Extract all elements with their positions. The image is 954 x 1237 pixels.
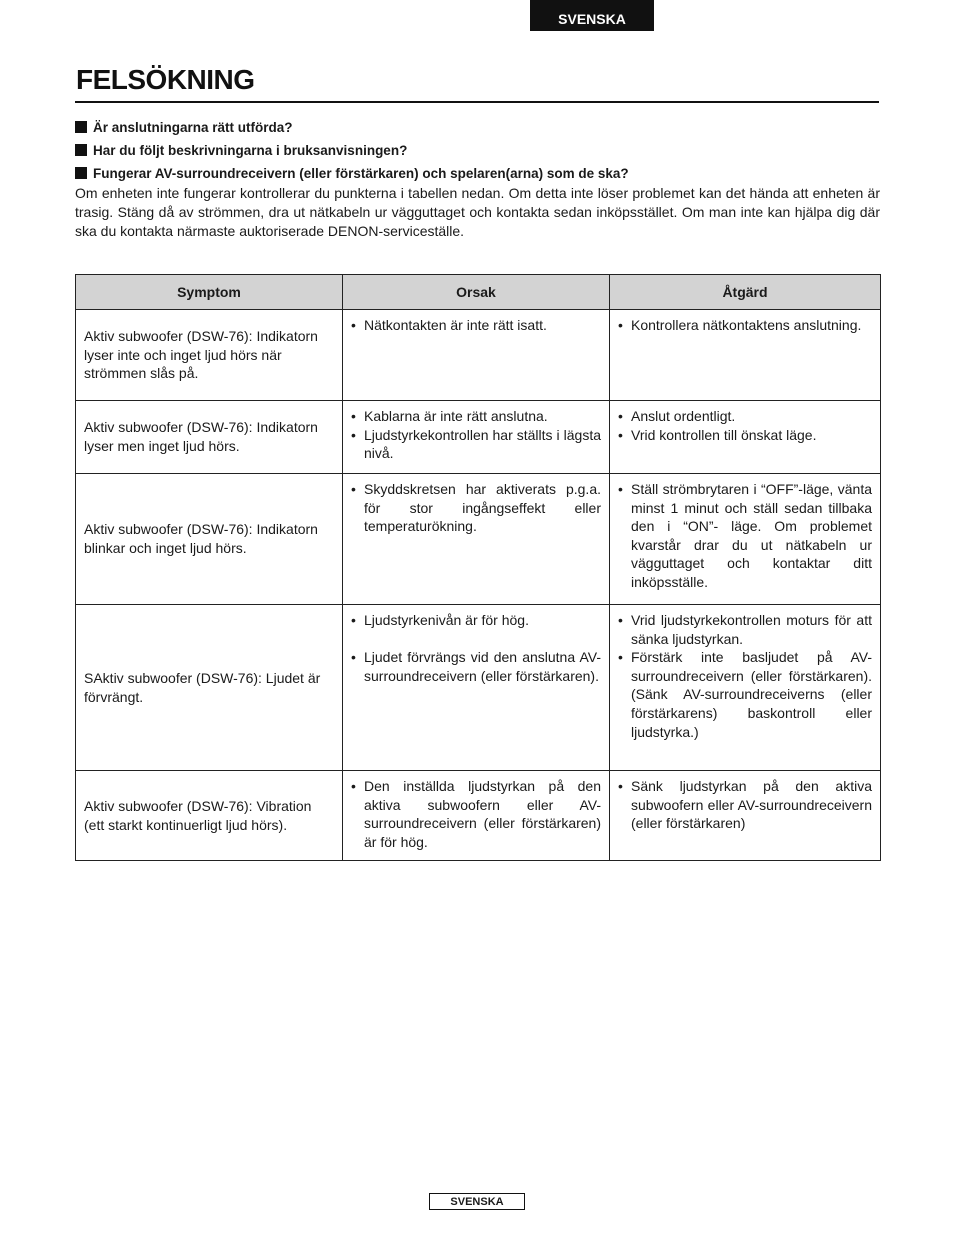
remedy-cell bbox=[610, 605, 881, 771]
remedy-cell bbox=[610, 771, 881, 861]
intro-paragraph: Om enheten inte fungerar kontrollerar du punkterna i tabellen nedan. Om detta inte löser problemet kan det hända att enheten är trasig. Stäng då av strömmen, dra ut nätkabeln ur vägguttaget och kontakta sedan inköpsstället. Om man inte kan hjälpa dig där ska du kontakta närmaste auktoriserade DENON-serviceställe. bbox=[75, 185, 880, 239]
cause-cell bbox=[343, 605, 610, 771]
remedy-item: • Sänk ljudstyrkan på den aktiva subwoofern eller AV-surroundreceivern (eller förstärkaren) bbox=[618, 777, 872, 833]
square-bullet-icon bbox=[75, 144, 87, 156]
symptom-cell: SAktiv subwoofer (DSW-76): Ljudet är förvrängt. bbox=[76, 605, 343, 771]
table-header-row bbox=[76, 275, 881, 310]
remedy-item: • Ställ strömbrytaren i “OFF”-läge, vänta minst 1 minut och ställ sedan tillbaka den i “ON”- läge. Om problemet kvarstår drar du ut nätkabeln ur vägguttaget och kontaktar ditt inköpsställe. bbox=[618, 480, 872, 592]
square-bullet-icon bbox=[75, 167, 87, 179]
table-row bbox=[76, 401, 881, 474]
remedy-cell bbox=[610, 401, 881, 474]
checklist-item bbox=[75, 142, 880, 165]
remedy-item: • Vrid ljudstyrkekontrollen moturs för att sänka ljudstyrkan. bbox=[618, 611, 872, 648]
cause-item: • Skyddskretsen har aktiverats p.g.a. för stor ingångseffekt eller temperaturökning. bbox=[351, 480, 601, 536]
table-row bbox=[76, 605, 881, 771]
cause-cell bbox=[343, 310, 610, 401]
header-symptom: Symptom bbox=[76, 275, 343, 310]
header-remedy: Åtgärd bbox=[610, 275, 881, 310]
remedy-item: • Anslut ordentligt. bbox=[618, 407, 872, 426]
remedy-item: • Förstärk inte basljudet på AV-surroundreceivern (eller förstärkaren). (Sänk AV-surroundreceiverns (eller förstärkarens) baskontroll eller ljudstyrka.) bbox=[618, 648, 872, 741]
remedy-item: • Kontrollera nätkontaktens anslutning. bbox=[618, 316, 872, 335]
cause-item: • Ljudstyrkekontrollen har ställts i lägsta nivå. bbox=[351, 426, 601, 463]
title-underline bbox=[75, 101, 879, 103]
cause-cell bbox=[343, 771, 610, 861]
footer-language-label: SVENSKA bbox=[429, 1193, 525, 1210]
checklist-item-text: Fungerar AV-surroundreceivern (eller förstärkaren) och spelaren(arna) som de ska? bbox=[93, 166, 629, 181]
language-tab: SVENSKA bbox=[530, 0, 654, 31]
table-row bbox=[76, 474, 881, 605]
troubleshooting-table bbox=[75, 274, 881, 861]
remedy-cell bbox=[610, 474, 881, 605]
checklist-item bbox=[75, 119, 880, 142]
checklist-item-text: Har du följt beskrivningarna i bruksanvisningen? bbox=[93, 143, 408, 158]
checklist-item-text: Är anslutningarna rätt utförda? bbox=[93, 120, 293, 135]
checklist bbox=[75, 119, 880, 188]
symptom-cell: Aktiv subwoofer (DSW-76): Indikatorn blinkar och inget ljud hörs. bbox=[76, 474, 343, 605]
symptom-cell: Aktiv subwoofer (DSW-76): Indikatorn lyser inte och inget ljud hörs när strömmen slås på. bbox=[76, 310, 343, 401]
square-bullet-icon bbox=[75, 121, 87, 133]
symptom-cell: Aktiv subwoofer (DSW-76): Indikatorn lyser men inget ljud hörs. bbox=[76, 401, 343, 474]
table-row bbox=[76, 310, 881, 401]
page-title: FELSÖKNING bbox=[76, 64, 255, 95]
cause-item: • Den inställda ljudstyrkan på den aktiva subwoofern eller AV-surroundreceivern (eller förstärkaren) är för hög. bbox=[351, 777, 601, 851]
remedy-cell bbox=[610, 310, 881, 401]
cause-cell bbox=[343, 401, 610, 474]
table-row bbox=[76, 771, 881, 861]
symptom-cell: Aktiv subwoofer (DSW-76): Vibration (ett starkt kontinuerligt ljud hörs). bbox=[76, 771, 343, 861]
cause-cell bbox=[343, 474, 610, 605]
cause-item: • Kablarna är inte rätt anslutna. bbox=[351, 407, 601, 426]
header-cause: Orsak bbox=[343, 275, 610, 310]
cause-item: • Ljudet förvrängs vid den anslutna AV-surroundreceivern (eller förstärkaren). bbox=[351, 648, 601, 685]
cause-item: • Nätkontakten är inte rätt isatt. bbox=[351, 316, 601, 335]
remedy-item: • Vrid kontrollen till önskat läge. bbox=[618, 426, 872, 445]
cause-item: • Ljudstyrkenivån är för hög. bbox=[351, 611, 601, 630]
